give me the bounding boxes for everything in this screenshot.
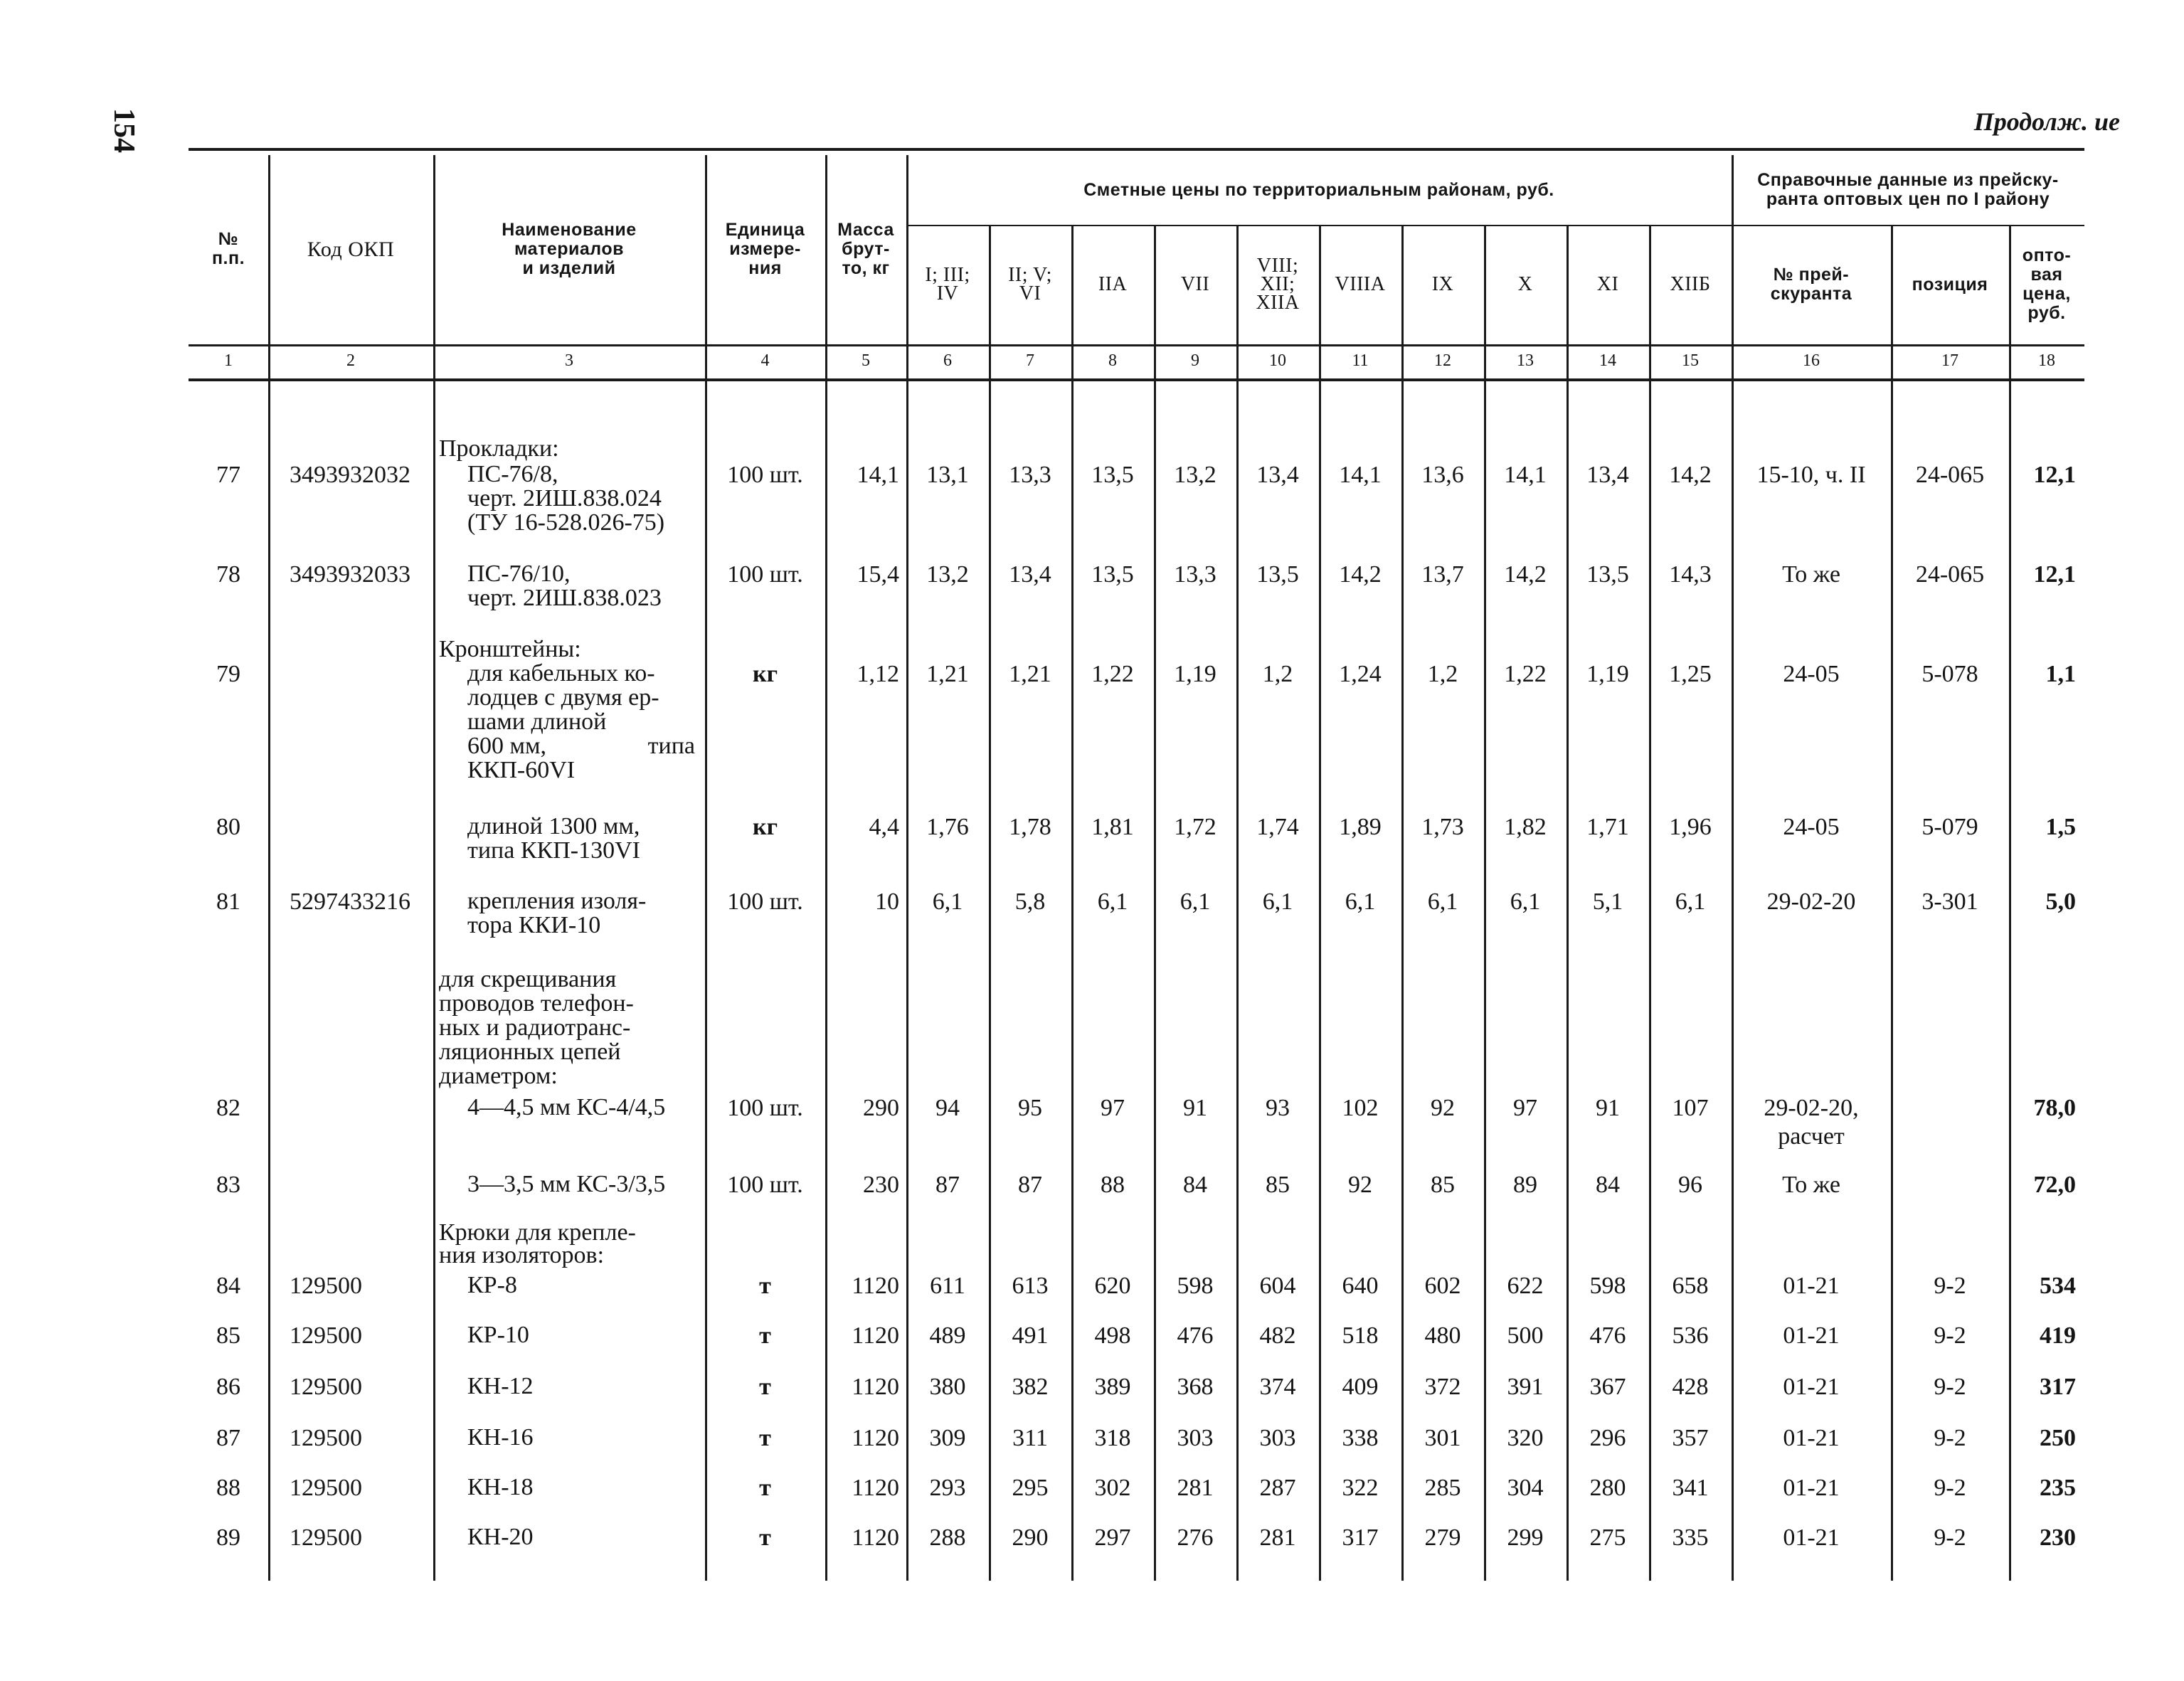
row-position: 24-065 [1915,462,1985,488]
header-district: VII [1180,273,1210,295]
row-price: 107 [1672,1095,1709,1121]
row-code: 129500 [290,1273,362,1299]
row-price: 302 [1094,1475,1131,1501]
row-no: 80 [216,814,240,840]
row-unit: кг [752,661,778,687]
row-price: 620 [1094,1273,1131,1299]
row-price: 1,72 [1174,814,1216,840]
row-price: 1,22 [1091,661,1134,687]
row-unit: т [759,1425,771,1451]
column-number: 18 [2038,351,2055,370]
column-number: 2 [346,351,355,370]
row-price: 92 [1348,1172,1372,1198]
row-price: 311 [1012,1425,1048,1451]
header-district: IIA [1098,273,1128,295]
header-district: II; V; VI [1008,264,1052,304]
header-name: Наименование материалов и изделий [502,219,637,278]
column-number: 14 [1599,351,1616,370]
row-price: 280 [1589,1475,1626,1501]
row-no: 81 [216,889,240,915]
row-price: 293 [929,1475,966,1501]
row-price: 611 [930,1273,965,1299]
row-price: 296 [1589,1425,1626,1451]
row-price: 85 [1431,1172,1455,1198]
row-pricelist: 24-05 [1783,661,1840,687]
header-bottom-rule [189,344,2084,346]
header-district: VIIIA [1335,273,1386,295]
row-price: 476 [1589,1322,1626,1349]
row-price: 374 [1259,1374,1296,1400]
row-no: 79 [216,661,240,687]
column-number: 17 [1941,351,1958,370]
row-price: 295 [1012,1475,1049,1501]
row-name-line: черт. 2ИШ.838.023 [467,585,662,611]
column-number: 13 [1517,351,1534,370]
row-no: 83 [216,1172,240,1198]
row-price: 372 [1424,1374,1461,1400]
row-price: 1,73 [1421,814,1464,840]
page-number: 154 [107,108,140,153]
row-pricelist: 29-02-20, [1764,1095,1859,1121]
row-price: 84 [1183,1172,1207,1198]
row-price: 288 [929,1524,966,1551]
row-wholesale: 419 [2040,1322,2076,1349]
colnum-bottom-rule [189,378,2084,381]
row-price: 13,6 [1421,462,1464,488]
row-price: 6,1 [1097,889,1128,915]
header-ref-col: опто- вая цена, руб. [2022,245,2072,323]
row-pricelist: 01-21 [1783,1273,1840,1299]
row-price: 97 [1513,1095,1537,1121]
row-wholesale: 78,0 [2033,1095,2076,1121]
row-price: 13,7 [1421,561,1464,588]
row-position: 9-2 [1934,1322,1966,1349]
row-wholesale: 1,1 [2045,661,2076,687]
row-price: 14,1 [1504,462,1547,488]
row-pricelist: 01-21 [1783,1322,1840,1349]
row-price: 1,22 [1504,661,1547,687]
row-position: 9-2 [1934,1475,1966,1501]
row-name-line: (ТУ 16-528.026-75) [467,509,665,536]
row-pricelist: 01-21 [1783,1374,1840,1400]
row-price: 518 [1342,1322,1379,1349]
column-number: 8 [1108,351,1117,370]
row-wholesale: 1,5 [2045,814,2076,840]
row-name-line: ПС-76/10, [467,561,571,587]
row-price: 341 [1672,1475,1709,1501]
row-price: 6,1 [1345,889,1376,915]
row-price: 275 [1589,1524,1626,1551]
row-mass: 10 [875,889,899,915]
row-position: 9-2 [1934,1524,1966,1551]
row-price: 489 [929,1322,966,1349]
row-price: 428 [1672,1374,1709,1400]
row-name-line: КН-18 [467,1474,534,1500]
row-name-intro: диаметром: [439,1063,558,1089]
row-price: 13,4 [1009,561,1051,588]
row-price: 391 [1507,1374,1544,1400]
row-no: 85 [216,1322,240,1349]
row-pricelist: 24-05 [1783,814,1840,840]
row-price: 1,21 [1009,661,1051,687]
row-price: 382 [1012,1374,1049,1400]
header-mass: Масса брут- то, кг [837,219,894,278]
column-number: 15 [1682,351,1699,370]
row-position: 9-2 [1934,1374,1966,1400]
row-price: 5,8 [1014,889,1046,915]
row-price: 301 [1424,1425,1461,1451]
row-no: 82 [216,1095,240,1121]
column-number: 16 [1803,351,1820,370]
row-price: 1,74 [1256,814,1299,840]
row-price: 482 [1259,1322,1296,1349]
header-district: XIIБ [1670,273,1711,295]
row-price: 276 [1177,1524,1214,1551]
header-district: I; III; IV [925,264,970,304]
row-code: 129500 [290,1475,362,1501]
row-price: 6,1 [1427,889,1458,915]
row-pricelist: 29-02-20 [1766,889,1856,915]
row-mass: 1,12 [857,661,899,687]
row-price: 13,5 [1091,462,1134,488]
group-label-hooks: ния изоляторов: [439,1242,605,1268]
row-name-line: ККП-60VI [467,757,576,783]
row-code: 3493932032 [290,462,410,488]
row-price: 498 [1094,1322,1131,1349]
row-unit: т [759,1475,771,1501]
row-code: 129500 [290,1425,362,1451]
row-price: 1,21 [926,661,969,687]
header-district: X [1517,273,1533,295]
row-price: 85 [1266,1172,1290,1198]
row-name-line: типа ККП-130VI [467,837,640,864]
row-name-line: 3—3,5 мм КС-3/3,5 [467,1171,666,1197]
row-no: 84 [216,1273,240,1299]
row-name-line: крепления изоля- [467,888,647,914]
column-number: 3 [565,351,573,370]
group-label-brackets: Кронштейны: [439,636,581,662]
row-price: 303 [1177,1425,1214,1451]
row-mass: 1120 [852,1524,899,1551]
row-wholesale: 72,0 [2033,1172,2076,1198]
group-label-hooks: Крюки для крепле- [439,1219,636,1246]
row-price: 368 [1177,1374,1214,1400]
row-position: 5-078 [1921,661,1978,687]
row-price: 88 [1101,1172,1125,1198]
row-price: 322 [1342,1475,1379,1501]
row-price: 14,2 [1339,561,1382,588]
row-price: 13,5 [1091,561,1134,588]
header-ref-title: Справочные данные из прейску- ранта оптовых цен по I району [1757,170,2059,209]
row-name-line: шами длиной [467,709,607,735]
row-mass: 4,4 [869,814,899,840]
row-price: 13,3 [1009,462,1051,488]
column-number: 6 [943,351,952,370]
row-price: 285 [1424,1475,1461,1501]
row-mass: 1120 [852,1475,899,1501]
header-district: VIII; XII; XIIA [1256,255,1300,314]
row-code: 129500 [290,1524,362,1551]
row-pricelist: 15-10, ч. II [1756,462,1866,488]
row-price: 1,82 [1504,814,1547,840]
row-price: 6,1 [1180,889,1211,915]
row-name-word: типа [647,733,695,759]
row-name-word: 600 мм, [467,733,547,759]
row-price: 303 [1259,1425,1296,1451]
row-price: 389 [1094,1374,1131,1400]
row-price: 309 [929,1425,966,1451]
header-district: XI [1596,273,1619,295]
header-unit: Единица измере- ния [725,219,805,278]
row-pricelist: 01-21 [1783,1425,1840,1451]
row-no: 89 [216,1524,240,1551]
column-number: 12 [1434,351,1451,370]
row-no: 86 [216,1374,240,1400]
row-price: 13,4 [1256,462,1299,488]
row-name-line: КН-12 [467,1373,534,1399]
row-wholesale: 230 [2040,1524,2076,1551]
row-price: 13,4 [1586,462,1629,488]
row-price: 367 [1589,1374,1626,1400]
row-price: 409 [1342,1374,1379,1400]
row-price: 14,2 [1669,462,1712,488]
row-pricelist: То же [1782,1172,1840,1198]
row-name-line: тора ККИ-10 [467,912,601,938]
row-price: 491 [1012,1322,1049,1349]
row-price: 338 [1342,1425,1379,1451]
row-unit: т [759,1524,771,1551]
row-price: 476 [1177,1322,1214,1349]
row-price: 84 [1596,1172,1620,1198]
row-price: 13,2 [1174,462,1216,488]
row-price: 1,24 [1339,661,1382,687]
row-price: 304 [1507,1475,1544,1501]
row-name-intro: ляционных цепей [439,1039,621,1065]
row-name-line: КН-20 [467,1524,534,1550]
row-wholesale: 235 [2040,1475,2076,1501]
row-wholesale: 534 [2040,1273,2076,1299]
row-price: 622 [1507,1273,1544,1299]
row-name-line: длиной 1300 мм, [467,813,640,839]
row-price: 279 [1424,1524,1461,1551]
row-price: 380 [929,1374,966,1400]
row-unit: кг [752,814,778,840]
row-pricelist: То же [1782,561,1840,588]
row-price: 13,5 [1256,561,1299,588]
row-price: 94 [935,1095,960,1121]
column-number: 1 [224,351,233,370]
header-ref-col: № прей- скуранта [1770,265,1852,304]
column-number: 5 [862,351,870,370]
row-price: 1,96 [1669,814,1712,840]
row-name-intro: для скрещивания [439,966,617,992]
row-code: 3493932033 [290,561,410,588]
row-pricelist: расчет [1778,1123,1845,1150]
row-mass: 1120 [852,1322,899,1349]
row-mass: 1120 [852,1374,899,1400]
row-name-intro: проводов телефон- [439,990,634,1017]
row-price: 5,1 [1592,889,1623,915]
row-name-line: 4—4,5 мм КС-4/4,5 [467,1094,666,1120]
row-price: 281 [1259,1524,1296,1551]
row-wholesale: 12,1 [2033,561,2076,588]
row-mass: 14,1 [857,462,899,488]
row-price: 613 [1012,1273,1049,1299]
row-name-line: ПС-76/8, [467,461,558,487]
row-price: 480 [1424,1322,1461,1349]
row-position: 9-2 [1934,1425,1966,1451]
ref-sub-rule [1732,225,2084,226]
row-price: 500 [1507,1322,1544,1349]
row-price: 1,19 [1586,661,1629,687]
row-price: 13,3 [1174,561,1216,588]
row-price: 602 [1424,1273,1461,1299]
row-unit: т [759,1273,771,1299]
row-mass: 1120 [852,1425,899,1451]
row-no: 87 [216,1425,240,1451]
row-unit: 100 шт. [727,1095,803,1121]
row-price: 95 [1018,1095,1042,1121]
row-mass: 290 [863,1095,899,1121]
row-unit: 100 шт. [727,1172,803,1198]
row-price: 89 [1513,1172,1537,1198]
row-price: 1,89 [1339,814,1382,840]
row-price: 91 [1183,1095,1207,1121]
row-wholesale: 12,1 [2033,462,2076,488]
row-price: 13,5 [1586,561,1629,588]
row-code: 5297433216 [290,889,410,915]
column-number: 11 [1352,351,1369,370]
row-pricelist: 01-21 [1783,1524,1840,1551]
row-price: 281 [1177,1475,1214,1501]
row-price: 297 [1094,1524,1131,1551]
row-position: 24-065 [1915,561,1985,588]
row-price: 14,1 [1339,462,1382,488]
row-price: 96 [1678,1172,1702,1198]
row-name-line: черт. 2ИШ.838.024 [467,485,662,511]
row-price: 598 [1177,1273,1214,1299]
row-no: 88 [216,1475,240,1501]
row-price: 604 [1259,1273,1296,1299]
row-price: 536 [1672,1322,1709,1349]
row-price: 6,1 [1510,889,1541,915]
row-name-line: КР-8 [467,1272,517,1298]
row-unit: т [759,1374,771,1400]
row-wholesale: 250 [2040,1425,2076,1451]
header-code: Код ОКП [307,237,395,261]
row-price: 598 [1589,1273,1626,1299]
row-pricelist: 01-21 [1783,1475,1840,1501]
row-mass: 15,4 [857,561,899,588]
row-price: 1,76 [926,814,969,840]
row-unit: 100 шт. [727,561,803,588]
row-price: 1,78 [1009,814,1051,840]
row-price: 290 [1012,1524,1049,1551]
row-name-line: КН-16 [467,1424,534,1451]
row-name-line [467,734,695,758]
row-price: 97 [1101,1095,1125,1121]
row-no: 77 [216,462,240,488]
row-name-line: лодцев с двумя ер- [467,684,659,711]
row-name-line: КР-10 [467,1322,529,1348]
row-price: 14,2 [1504,561,1547,588]
row-code: 129500 [290,1322,362,1349]
row-price: 1,2 [1262,661,1293,687]
row-price: 102 [1342,1095,1379,1121]
row-unit: т [759,1322,771,1349]
column-number: 7 [1026,351,1034,370]
row-unit: 100 шт. [727,462,803,488]
row-no: 78 [216,561,240,588]
row-price: 1,81 [1091,814,1134,840]
header-district: IX [1431,273,1454,295]
row-price: 14,3 [1669,561,1712,588]
row-position: 9-2 [1934,1273,1966,1299]
row-name-intro: ных и радиотранс- [439,1014,631,1041]
header-no: № п.п. [211,229,245,268]
column-number: 9 [1191,351,1199,370]
row-mass: 230 [863,1172,899,1198]
table-top-rule [189,148,2084,151]
header-smeta-title: Сметные цены по территориальным районам, руб. [1083,179,1554,200]
row-price: 640 [1342,1273,1379,1299]
row-position: 3-301 [1921,889,1978,915]
row-price: 658 [1672,1273,1709,1299]
row-mass: 1120 [852,1273,899,1299]
column-number: 4 [760,351,770,370]
group-label-gaskets: Прокладки: [439,435,559,462]
row-price: 1,25 [1669,661,1712,687]
row-price: 1,71 [1586,814,1629,840]
row-name-line: для кабельных ко- [467,660,655,686]
row-price: 318 [1094,1425,1131,1451]
row-price: 287 [1259,1475,1296,1501]
row-price: 357 [1672,1425,1709,1451]
row-price: 92 [1431,1095,1455,1121]
row-wholesale: 5,0 [2045,889,2076,915]
row-price: 13,2 [926,561,969,588]
row-price: 6,1 [932,889,963,915]
column-number: 10 [1269,351,1286,370]
row-position: 5-079 [1921,814,1978,840]
row-price: 91 [1596,1095,1620,1121]
row-price: 93 [1266,1095,1290,1121]
row-price: 1,19 [1174,661,1216,687]
row-price: 6,1 [1675,889,1706,915]
continuation-label: Продолж. ие [1973,107,2120,136]
row-price: 1,2 [1427,661,1458,687]
row-price: 13,1 [926,462,969,488]
row-code: 129500 [290,1374,362,1400]
row-price: 299 [1507,1524,1544,1551]
row-price: 6,1 [1262,889,1293,915]
row-price: 335 [1672,1524,1709,1551]
row-price: 317 [1342,1524,1379,1551]
row-price: 87 [935,1172,960,1198]
row-price: 320 [1507,1425,1544,1451]
header-ref-col: позиция [1912,274,1988,295]
row-wholesale: 317 [2040,1374,2076,1400]
row-unit: 100 шт. [727,889,803,915]
row-price: 87 [1018,1172,1042,1198]
